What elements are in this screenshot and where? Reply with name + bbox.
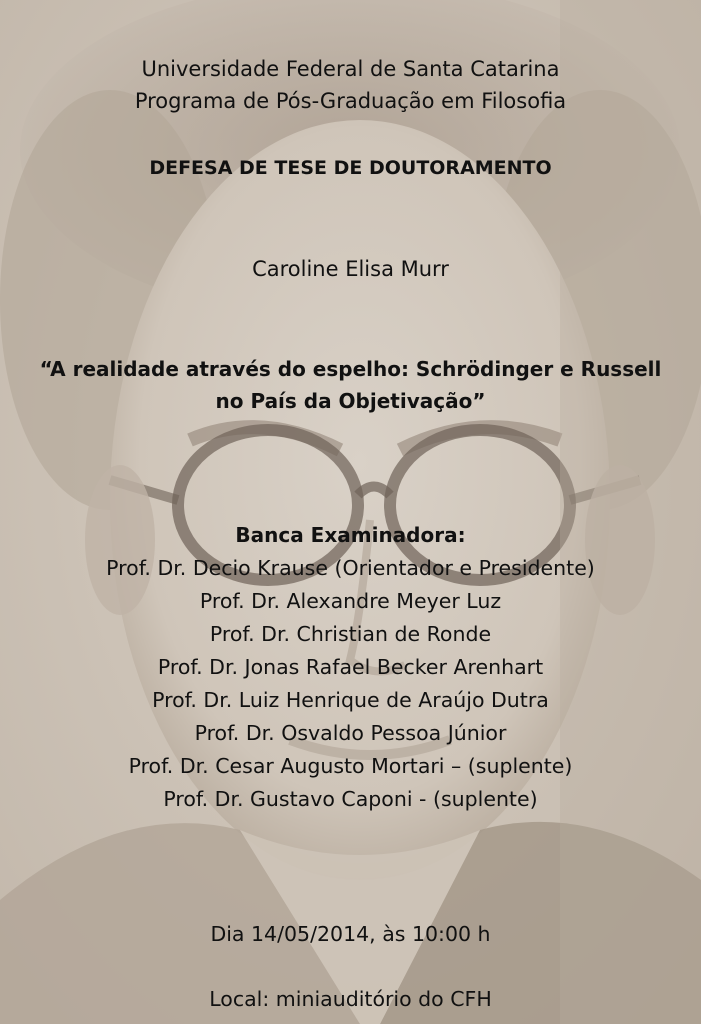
committee-member: Prof. Dr. Luiz Henrique de Araújo Dutra	[152, 688, 549, 712]
defense-datetime: Dia 14/05/2014, às 10:00 h	[210, 922, 491, 946]
committee-member: Prof. Dr. Alexandre Meyer Luz	[199, 589, 502, 613]
committee-heading: Banca Examinadora:	[235, 523, 466, 547]
committee-member: Prof. Dr. Cesar Augusto Mortari – (suplente)	[128, 754, 573, 778]
committee-member: Prof. Dr. Osvaldo Pessoa Júnior	[194, 721, 507, 745]
committee-member: Prof. Dr. Christian de Ronde	[209, 622, 492, 646]
committee-member: Prof. Dr. Decio Krause (Orientador e Presidente)	[106, 556, 595, 580]
committee-member: Prof. Dr. Jonas Rafael Becker Arenhart	[157, 655, 544, 679]
event-type: DEFESA DE TESE DE DOUTORAMENTO	[149, 157, 552, 179]
committee-member: Prof. Dr. Gustavo Caponi - (suplente)	[163, 787, 538, 811]
thesis-title-line-2: no País da Objetivação”	[215, 389, 486, 413]
defense-location: Local: miniauditório do CFH	[209, 987, 492, 1011]
program-name: Programa de Pós-Graduação em Filosofia	[134, 89, 567, 113]
candidate-name: Caroline Elisa Murr	[252, 257, 449, 281]
university-name: Universidade Federal de Santa Catarina	[141, 57, 560, 81]
thesis-title-line-1: “A realidade através do espelho: Schrödinger e Russell	[39, 357, 662, 381]
